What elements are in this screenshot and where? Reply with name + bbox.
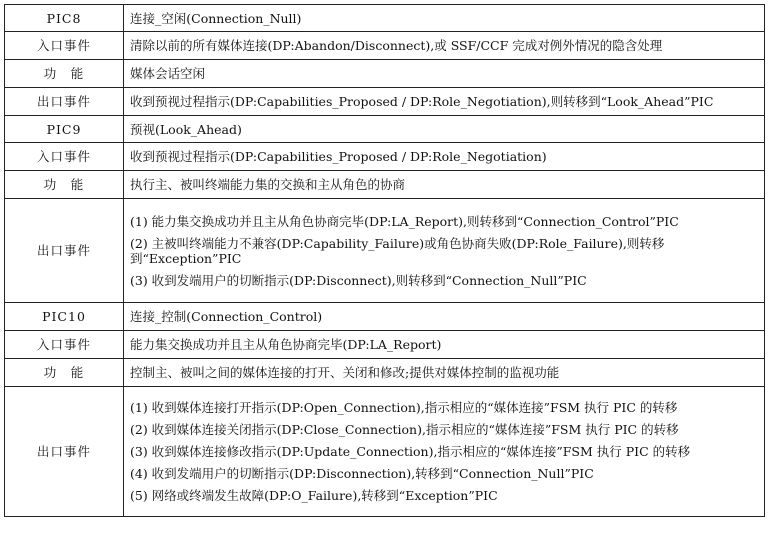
pic9-exit-item: (3) 收到发端用户的切断指示(DP:Disconnect),则转移到“Connection_Null”PIC	[130, 272, 587, 288]
pic8-exit-text: 收到预视过程指示(DP:Capabilities_Proposed / DP:Role_Negotiation),则转移到“Look_Ahead”PIC	[124, 88, 765, 116]
pic10-entry-text: 能力集交换成功并且主从角色协商完毕(DP:LA_Report)	[124, 331, 765, 359]
pic9-exit-row	[5, 199, 765, 303]
pic8-function-text: 媒体会话空闲	[124, 60, 765, 88]
pic10-exit-item: (1) 收到媒体连接打开指示(DP:Open_Connection),指示相应的“媒体连接”FSM 执行 PIC 的转移	[130, 400, 678, 415]
pic8-entry-row	[5, 32, 765, 60]
pic10-exit-row	[5, 387, 765, 517]
pic9-exit-list	[124, 199, 765, 303]
pic8-function-row	[5, 60, 765, 88]
pic9-function-label: 功 能	[5, 171, 124, 199]
pic9-entry-row	[5, 143, 765, 171]
pic8-entry-text: 清除以前的所有媒体连接(DP:Abandon/Disconnect),或 SSF/CCF 完成对例外情况的隐含处理	[124, 32, 765, 60]
pic10-entry-label: 入口事件	[5, 331, 124, 359]
pic10-exit-item: (2) 收到媒体连接关闭指示(DP:Close_Connection),指示相应的“媒体连接”FSM 执行 PIC 的转移	[130, 422, 679, 437]
pic10-exit-list	[124, 387, 765, 517]
pic10-function-label: 功 能	[5, 359, 124, 387]
pic10-header-row	[5, 303, 765, 331]
pic8-exit-label: 出口事件	[5, 88, 124, 116]
pic10-exit-label: 出口事件	[5, 387, 124, 517]
pic9-name: 预视(Look_Ahead)	[124, 116, 765, 143]
pic10-function-text: 控制主、被叫之间的媒体连接的打开、关闭和修改;提供对媒体控制的监视功能	[124, 359, 765, 387]
pic8-entry-label: 入口事件	[5, 32, 124, 60]
pic10-function-row	[5, 359, 765, 387]
pic9-exit-item	[130, 234, 758, 268]
pic9-exit-item: (1) 能力集交换成功并且主从角色协商完毕(DP:LA_Report),则转移到“Connection_Control”PIC	[130, 213, 679, 229]
pic9-exit-item-part: 到“Exception”PIC	[130, 250, 242, 266]
pic9-entry-text: 收到预视过程指示(DP:Capabilities_Proposed / DP:Role_Negotiation)	[124, 143, 765, 171]
pic10-id: PIC10	[5, 303, 124, 331]
pic-state-table	[4, 4, 765, 517]
pic10-name: 连接_控制(Connection_Control)	[124, 303, 765, 331]
pic10-exit-item: (4) 收到发端用户的切断指示(DP:Disconnection),转移到“Connection_Null”PIC	[130, 466, 594, 481]
pic9-id: PIC9	[5, 116, 124, 143]
pic8-exit-row	[5, 88, 765, 116]
pic9-exit-item-part: (2) 主被叫终端能力不兼容(DP:Capability_Failure)或角色协商失败(DP:Role_Failure),则转移	[130, 235, 665, 251]
pic9-function-text: 执行主、被叫终端能力集的交换和主从角色的协商	[124, 171, 765, 199]
pic8-id: PIC8	[5, 5, 124, 32]
pic10-entry-row	[5, 331, 765, 359]
pic8-header-row	[5, 5, 765, 32]
pic8-name: 连接_空闲(Connection_Null)	[124, 5, 765, 32]
pic9-header-row	[5, 116, 765, 143]
pic9-entry-label: 入口事件	[5, 143, 124, 171]
pic10-exit-item: (5) 网络或终端发生故障(DP:O_Failure),转移到“Exception”PIC	[130, 488, 498, 503]
pic9-exit-label: 出口事件	[5, 199, 124, 303]
pic9-function-row	[5, 171, 765, 199]
pic8-function-label: 功 能	[5, 60, 124, 88]
pic10-exit-item: (3) 收到媒体连接修改指示(DP:Update_Connection),指示相应的“媒体连接”FSM 执行 PIC 的转移	[130, 444, 691, 459]
